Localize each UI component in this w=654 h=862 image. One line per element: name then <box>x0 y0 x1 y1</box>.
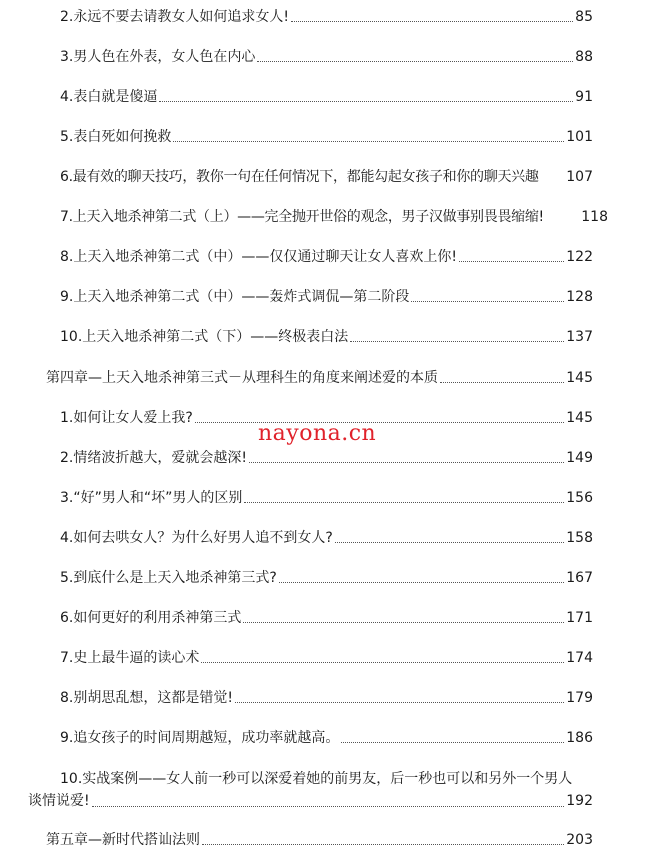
toc-chapter-label: 第四章—上天入地杀神第三式－从理科生的角度来阐述爱的本质 <box>46 370 438 386</box>
toc-page-number: 192 <box>566 793 593 809</box>
toc-entry-label: 2.永远不要去请教女人如何追求女人! <box>60 9 289 25</box>
toc-entry[interactable] <box>60 8 593 26</box>
toc-entry-label: 4.表白就是傻逼 <box>60 89 158 105</box>
dot-leader <box>341 742 564 743</box>
toc-chapter-entry[interactable] <box>46 831 593 849</box>
toc-page-number: 158 <box>566 530 593 546</box>
toc-entry[interactable] <box>60 48 593 66</box>
toc-page-number: 149 <box>566 450 593 466</box>
toc-entry-label: 6.最有效的聊天技巧，教你一句在任何情况下，都能勾起女孩子和你的聊天兴趣 <box>60 169 539 185</box>
toc-entry[interactable] <box>60 569 593 587</box>
toc-entry-label: 3.男人色在外表，女人色在内心 <box>60 49 256 65</box>
dot-leader <box>350 341 564 342</box>
toc-page-number: 145 <box>566 410 593 426</box>
toc-entry-label: 6.如何更好的利用杀神第三式 <box>60 610 242 626</box>
dot-leader <box>459 261 564 262</box>
toc-page-number: 137 <box>566 329 593 345</box>
toc-entry-label: 8.别胡思乱想，这都是错觉! <box>60 690 233 706</box>
toc-entry-label-line1: 10.实战案例——女人前一秒可以深爱着她的前男友，后一秒也可以和另外一个男人 <box>60 771 573 787</box>
toc-page-number: 171 <box>566 610 593 626</box>
dot-leader <box>279 582 564 583</box>
dot-leader <box>173 141 564 142</box>
toc-entry-label: 1.如何让女人爱上我? <box>60 410 193 426</box>
toc-page-number: 179 <box>566 690 593 706</box>
toc-page-number: 174 <box>566 650 593 666</box>
toc-entry[interactable] <box>60 729 593 747</box>
toc-page-number: 167 <box>566 570 593 586</box>
toc-entry-label: 4.如何去哄女人？为什么好男人追不到女人? <box>60 530 333 546</box>
dot-leader <box>195 422 564 423</box>
toc-page-number: 203 <box>566 832 593 848</box>
dot-leader <box>249 462 564 463</box>
dot-leader <box>202 844 564 845</box>
dot-leader <box>291 21 573 22</box>
toc-entry-multiline[interactable] <box>28 768 593 812</box>
dot-leader <box>440 382 564 383</box>
dot-leader <box>335 542 564 543</box>
toc-entry-label: 7.史上最牛逼的读心术 <box>60 650 200 666</box>
toc-entry[interactable] <box>60 489 593 507</box>
toc-entry-label: 8.上天入地杀神第二式（中）——仅仅通过聊天让女人喜欢上你! <box>60 249 457 265</box>
toc-page-number: 156 <box>566 490 593 506</box>
dot-leader <box>243 622 564 623</box>
toc-page-number: 128 <box>566 289 593 305</box>
dot-leader <box>201 662 564 663</box>
toc-page-number: 91 <box>575 89 593 105</box>
dot-leader <box>411 301 564 302</box>
toc-chapter-label: 第五章—新时代搭讪法则 <box>46 832 200 848</box>
toc-entry-label: 2.情绪波折越大，爱就会越深! <box>60 450 247 466</box>
toc-entry[interactable] <box>60 128 593 146</box>
toc-entry-label-line2: 谈情说爱! <box>28 793 90 809</box>
toc-page-number: 107 <box>566 169 593 185</box>
toc-entry[interactable] <box>60 689 593 707</box>
dot-leader <box>159 101 573 102</box>
toc-entry[interactable] <box>60 288 593 306</box>
toc-entry[interactable] <box>60 529 593 547</box>
toc-entry-label: 3.“好”男人和“坏”男人的区别 <box>60 490 243 506</box>
toc-entry[interactable] <box>60 208 608 226</box>
dot-leader <box>244 502 564 503</box>
toc-entry[interactable] <box>60 649 593 667</box>
toc-page-number: 88 <box>575 49 593 65</box>
toc-entry-label: 5.到底什么是上天入地杀神第三式? <box>60 570 277 586</box>
toc-page-number: 85 <box>575 9 593 25</box>
toc-page-number: 118 <box>581 209 608 225</box>
dot-leader <box>92 806 565 807</box>
toc-page-number: 122 <box>566 249 593 265</box>
toc-entry-label-line2-row <box>28 790 593 812</box>
toc-entry-label: 5.表白死如何挽救 <box>60 129 172 145</box>
dot-leader <box>257 61 573 62</box>
toc-entry[interactable] <box>60 328 593 346</box>
toc-entry[interactable] <box>60 88 593 106</box>
toc-chapter-entry[interactable] <box>46 369 593 387</box>
toc-entry-label: 10.上天入地杀神第二式（下）——终极表白法 <box>60 329 349 345</box>
toc-entry-label: 9.上天入地杀神第二式（中）——轰炸式调侃—第二阶段 <box>60 289 410 305</box>
watermark-text: nayona.cn <box>258 421 377 446</box>
toc-entry[interactable] <box>60 168 593 186</box>
toc-entry[interactable] <box>60 248 593 266</box>
toc-page-number: 101 <box>566 129 593 145</box>
toc-entry[interactable] <box>60 609 593 627</box>
toc-entry[interactable] <box>60 449 593 467</box>
toc-entry-label: 9.追女孩子的时间周期越短，成功率就越高。 <box>60 730 340 746</box>
toc-entry-label: 7.上天入地杀神第二式（上）——完全抛开世俗的观念，男子汉做事别畏畏缩缩! <box>60 209 544 225</box>
toc-page-number: 145 <box>566 370 593 386</box>
toc-page-number: 186 <box>566 730 593 746</box>
dot-leader <box>235 702 564 703</box>
